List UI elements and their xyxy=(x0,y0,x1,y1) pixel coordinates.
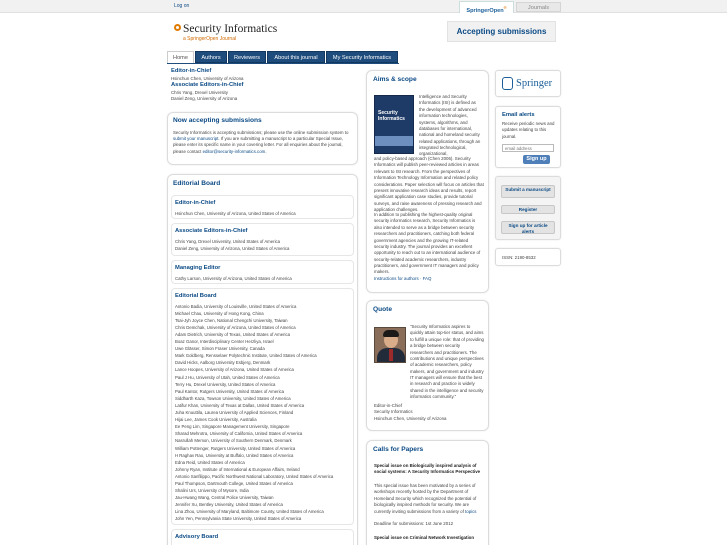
board-member: Michael Chau, University of Hong Kong, China xyxy=(175,310,264,316)
board-member: Hijai Lee, James Cook University, Australia xyxy=(175,417,257,423)
now-accepting-heading: Now accepting submissions xyxy=(173,117,262,124)
editorial-board-heading: Editorial Board xyxy=(173,180,221,187)
now-accepting-text-b: . If you are submitting a manuscript to a particular Special Issue, please enter its specific name in your covering letter. For all enquiries about the journal, please contact xyxy=(173,136,344,154)
advisory-box xyxy=(171,529,354,545)
board-member: Lina Zhou, University of Maryland, Baltimore County, United States of America xyxy=(175,509,324,515)
board-member: Juha Knuuttila, Laurea University of Applied Sciences, Finland xyxy=(175,410,294,416)
journal-cover-band xyxy=(375,136,414,146)
eic-heading: Editor-in-Chief xyxy=(171,68,212,74)
email-alerts-heading: Email alerts xyxy=(502,112,535,118)
editorial-board-panel xyxy=(167,174,358,545)
sign-up-button[interactable]: Sign up xyxy=(523,155,550,164)
springeropen-tab-marker: ® xyxy=(503,5,507,10)
board-member: Terry Hu, Drexel University, United States of America xyxy=(175,381,276,387)
board-eic-box xyxy=(171,195,354,219)
assoc-name: Daniel Zeng, University of Arizona xyxy=(171,96,238,102)
board-member: H Raghav Rao, University at Buffalo, United States of America xyxy=(175,452,294,458)
now-accepting-text-c: . xyxy=(265,148,267,154)
nav-underline xyxy=(167,63,399,64)
register-button[interactable]: Register xyxy=(501,205,555,214)
aims-links-sep: · xyxy=(419,276,422,281)
board-member: Paul J Hu, University of Utah, United States of America xyxy=(175,374,280,380)
editor-email-link[interactable]: editor@security-informatics.com xyxy=(202,148,266,154)
now-accepting-panel xyxy=(167,112,358,165)
board-member: Antonio Badia, University of Louisville, United States of America xyxy=(175,303,297,309)
board-member: Latifur Khan, University of Texas at Dallas, United States of America xyxy=(175,402,305,408)
springer-logo-text: Springer xyxy=(516,78,553,89)
board-member: Paul Thompson, Dartmouth College, United States of America xyxy=(175,480,293,486)
board-member: John Yen, Pennsylvania State University, United States of America xyxy=(175,516,302,522)
nav-my-security-informatics[interactable]: My Security Informatics xyxy=(326,51,398,63)
assoc-name: Chris Yang, Drexel University xyxy=(171,89,228,95)
aims-text-main: and policy-based approach (Chen 2006). Security Informatics will publish peer-reviewed articles in areas relevant to ISI research. From the perspectives of Information Technology Information and related policy considerations. Paper selection will focus on articles that present innovative research ideas and results, report significant application case studies, provide tutorial surveys, and raise awareness of pressing research and application challenges. xyxy=(374,156,484,212)
now-accepting-text-a: Security Informatics is accepting submissions; please use the online submission system to xyxy=(173,129,349,135)
quote-panel xyxy=(366,300,489,431)
submit-manuscript-button[interactable]: Submit a manuscript xyxy=(501,185,555,198)
call-1-title[interactable]: Special issue on Biologically inspired analysis of social systems: A Security Informatics Perspective xyxy=(374,463,481,475)
journal-logo-icon xyxy=(174,24,181,31)
calls-heading: Calls for Papers xyxy=(373,446,424,453)
journal-title: Security Informatics xyxy=(183,23,278,35)
journal-cover-image[interactable] xyxy=(374,95,414,154)
advisory-heading: Advisory Board xyxy=(175,534,219,540)
journals-tab[interactable]: Journals xyxy=(516,2,561,12)
top-editors xyxy=(171,68,355,102)
email-input[interactable] xyxy=(502,144,554,152)
aims-text-top: Intelligence and Security Informatics (ISI) is defined as the development of advanced information technologies, systems, algorithms, and databases for international, national and homeland security related applications, through an integrated technological, organizational, xyxy=(419,94,481,157)
top-bar xyxy=(0,0,727,13)
board-member: Shalini Urs, University of Mysore, India xyxy=(175,488,249,494)
springer-horse-icon xyxy=(502,77,513,90)
board-member: Sharad Mehrotra, University of California, United States of America xyxy=(175,431,303,437)
call-1-deadline: Deadline for submissions: 1st June 2012 xyxy=(374,521,454,526)
board-member: Boaz Ganor, Interdisciplinary Center Herzliya, Israel xyxy=(175,339,274,345)
quote-attribution xyxy=(374,403,484,422)
photo-hair xyxy=(383,330,399,337)
springeropen-tab-label: SpringerOpen xyxy=(466,7,504,14)
aims-text-second: In addition to publishing the highest-quality original security informatics research, Security Informatics is also intended to serve as a bridge between security researchers and practitioners, catching both federal government agencies and the growing IT-related security industry. The journal provides an excellent opportunity to reach out to an international audience of security-related academic researchers, industry practitioners, and government IT managers and policy makers. xyxy=(374,212,481,275)
board-member: Antonio Sanfilippo, Pacific Northwest National Laboratory, United States of America xyxy=(175,473,334,479)
managing-heading: Managing Editor xyxy=(175,265,221,271)
issn-box xyxy=(495,248,561,266)
faq-link[interactable]: FAQ xyxy=(422,276,432,281)
board-member: Adam Dietrich, University of Texas, United States of America xyxy=(175,332,291,338)
board-eic-name: Hsinchun Chen, University of Arizona, United States of America xyxy=(175,210,296,216)
board-assoc-name: Chris Yang, Drexel University, United States of America xyxy=(175,238,281,244)
board-member: Jennifer Xu, Bentley University, United States of America xyxy=(175,502,283,508)
aims-heading: Aims & scope xyxy=(373,76,417,83)
nav-reviewers[interactable]: Reviewers xyxy=(228,51,266,63)
board-member: Paul Kantor, Rutgers University, United States of America xyxy=(175,388,285,394)
editor-photo xyxy=(374,327,406,363)
nav-about[interactable]: About this journal xyxy=(267,51,325,63)
issn-text: ISSN: 2190-8532 xyxy=(502,255,536,260)
quote-attribution-line: Editor-in-Chief xyxy=(374,403,403,408)
call-2-title[interactable]: Special issue on Criminal Network Investigation xyxy=(374,535,475,540)
call-1-topics-link[interactable]: topics xyxy=(465,508,477,514)
board-managing-box xyxy=(171,260,354,284)
photo-tie xyxy=(389,349,393,361)
email-alerts-text: Receive periodic news and updates relating to this journal. xyxy=(502,121,555,139)
email-alerts-box xyxy=(495,106,561,168)
board-members-heading: Editorial Board xyxy=(175,293,217,299)
board-assoc-box xyxy=(171,223,354,256)
board-member: Edna Reid, United States of America xyxy=(175,459,245,465)
aims-links xyxy=(374,276,484,282)
article-alerts-button[interactable]: Sign up for article alerts xyxy=(501,221,555,234)
board-member: William Pottenger, Rutgers University, United States of America xyxy=(175,445,296,451)
board-eic-heading: Editor-in-Chief xyxy=(175,200,216,206)
springer-logo-box[interactable] xyxy=(495,70,561,97)
quote-text: "Security Informatics aspires to quickly attain top-tier status, and aims to fulfill a unique role: that of providing a bridge between security researchers and practitioners. The contributions and unique perspectives of academic researchers, policy makers, and government and industry IT managers will ensure that the best in research and practice is widely shared in the intelligence and security informatics community." xyxy=(410,324,484,400)
nav-authors[interactable]: Authors xyxy=(195,51,227,63)
actions-box xyxy=(495,176,561,240)
accepting-submissions-banner[interactable]: Accepting submissions xyxy=(447,21,556,42)
submit-manuscript-link[interactable]: submit your manuscript xyxy=(173,136,219,142)
board-member: Nasrullah Memon, University of Southern Denmark, Denmark xyxy=(175,438,292,444)
board-assoc-heading: Associate Editors-in-Chief xyxy=(175,228,248,234)
board-member: Johnny Ryan, Institute of International & European Affairs, Ireland xyxy=(175,466,300,472)
board-member: Chris Demchak, University of Arizona, United States of America xyxy=(175,324,296,330)
log-on-link[interactable]: Log on xyxy=(174,3,190,9)
instructions-link[interactable]: Instructions for authors xyxy=(374,276,419,281)
springeropen-tab[interactable] xyxy=(459,1,514,13)
board-member: David Hicks, Aalborg University Esbjerg, Denmark xyxy=(175,360,271,366)
quote-attribution-line: Hsinchun Chen, University of Arizona xyxy=(374,415,447,421)
board-member: Ee Peng Lim, Singapore Management University, Singapore xyxy=(175,424,290,430)
calls-panel xyxy=(366,440,489,545)
board-member: Tsai-Jyh Joyce Chen, National Chengchi University, Taiwan xyxy=(175,317,288,323)
call-1-text-body: This special issue has been motivated by a series of workshops recently hosted by the Department of Homeland Security which recognized the potential of biologically inspired methods for security. We are currently inviting submissions from a variety of xyxy=(374,483,477,514)
nav-home[interactable]: Home xyxy=(167,51,194,63)
board-members-list xyxy=(175,303,350,523)
managing-name: Cathy Larson, University of Arizona, United States of America xyxy=(175,275,292,281)
board-members-box xyxy=(171,288,354,525)
quote-attribution-line: Security Informatics xyxy=(374,409,413,415)
eic-name: Hsinchun Chen, University of Arizona xyxy=(171,75,244,81)
board-member: Lance Hoopes, University of Arizona, United States of America xyxy=(175,367,294,373)
now-accepting-text xyxy=(173,130,352,156)
journal-subtitle: a SpringerOpen Journal xyxy=(183,36,237,42)
board-member: Mark Goldberg, Rensselaer Polytechnic Institute, United States of America xyxy=(175,353,317,359)
call-1-text xyxy=(374,483,484,515)
assoc-heading: Associate Editors-in-Chief xyxy=(171,82,244,89)
aims-scope-panel xyxy=(366,70,489,293)
quote-heading: Quote xyxy=(373,306,393,313)
board-member: Jau-Hwang Wang, Central Police University, Taiwan xyxy=(175,495,274,501)
journal-cover-title: Security Informatics xyxy=(378,110,405,122)
board-assoc-name: Daniel Zeng, University of Arizona, United States of America xyxy=(175,245,290,251)
board-member: Uwe Glässer, Simon Fraser University, Canada xyxy=(175,346,265,352)
board-member: Siddharth Kaza, Towson University, United States of America xyxy=(175,395,291,401)
